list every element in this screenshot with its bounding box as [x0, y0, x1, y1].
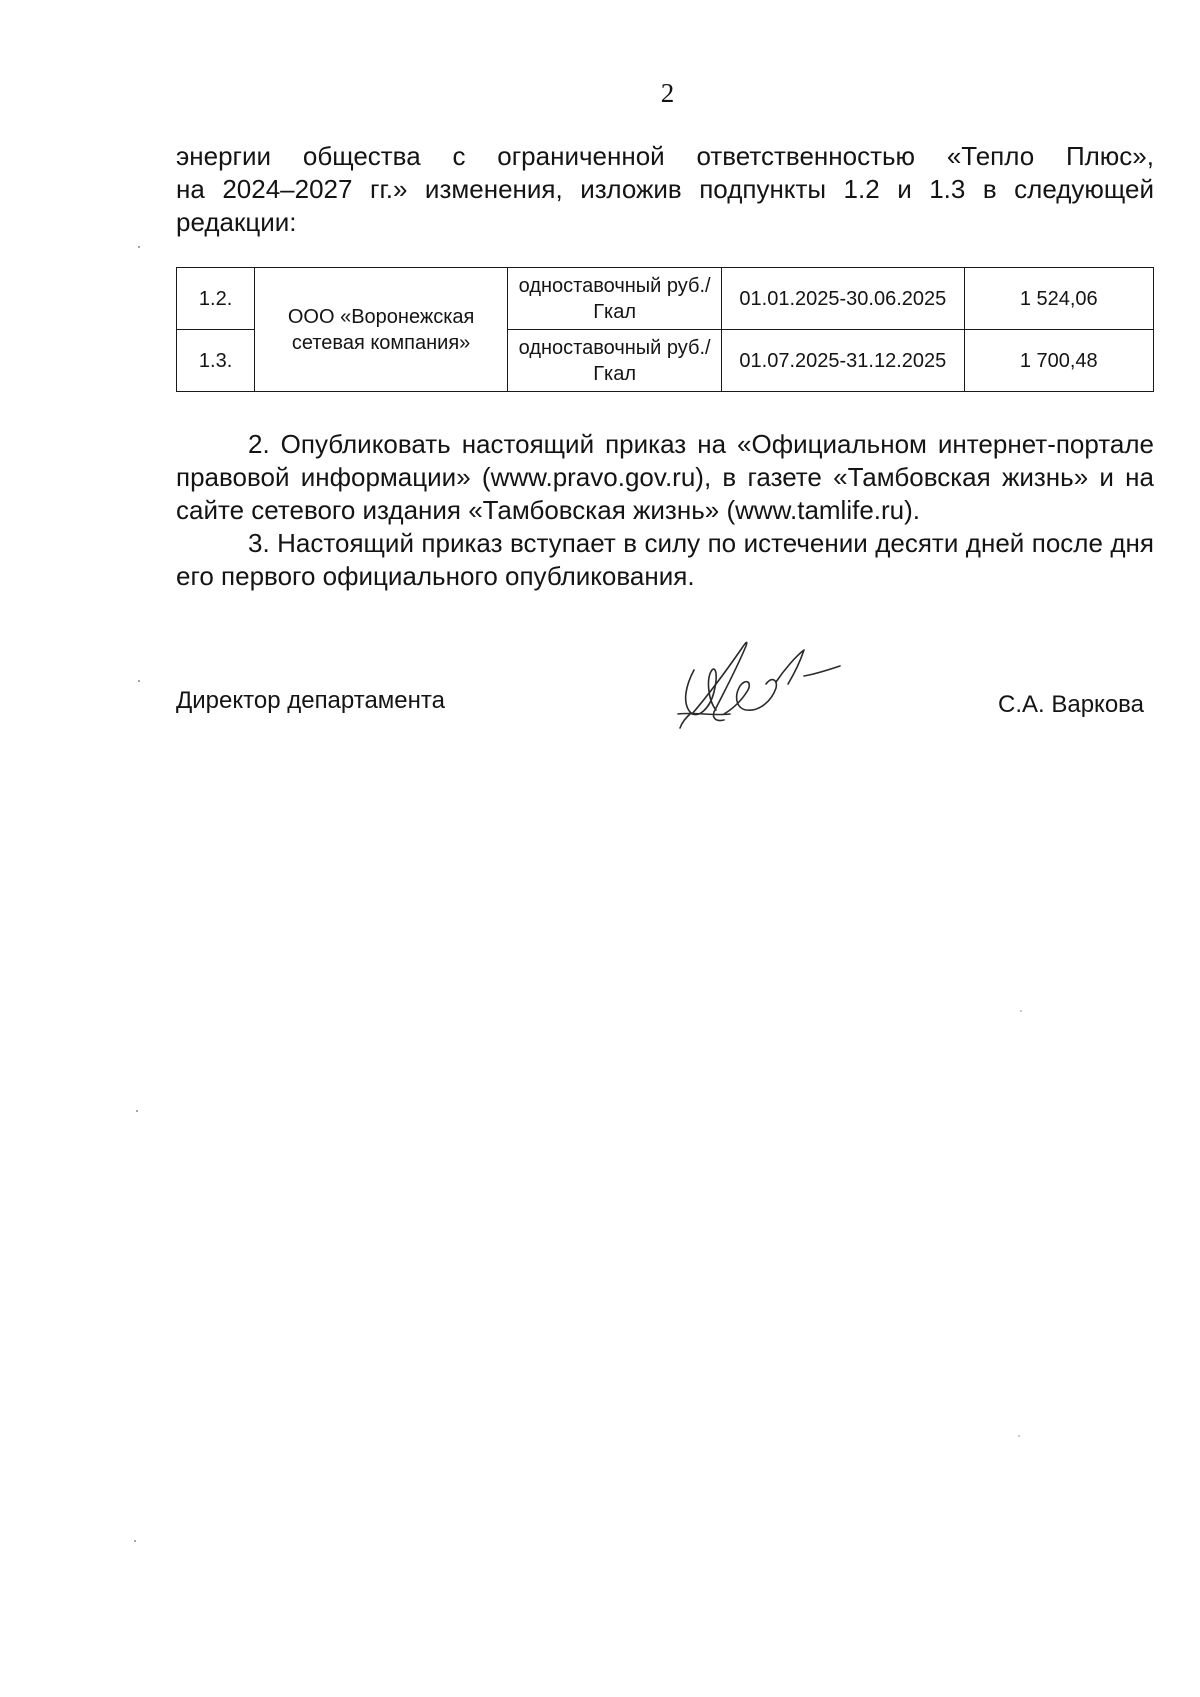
tariff-type: одноставочный руб./Гкал: [508, 330, 722, 392]
tariff-period: 01.07.2025-31.12.2025: [722, 330, 964, 392]
intro-paragraph: [176, 140, 1154, 239]
tariff-period: 01.01.2025-30.06.2025: [722, 268, 964, 330]
intro-line-1: энергии общества с ограниченной ответственностью «Тепло Плюс»,: [176, 141, 1154, 171]
scan-speck: [134, 1540, 136, 1542]
intro-line-3: редакции:: [176, 207, 297, 237]
tariff-value: 1 524,06: [964, 268, 1153, 330]
signature-block: [176, 630, 1154, 730]
row-number: 1.2.: [177, 268, 255, 330]
item-2-paragraph: 2. Опубликовать настоящий приказ на «Официальном интернет-портале правовой информации» (www.pravo.gov.ru), в газете «Тамбовская жизнь» и на сайте сетевого издания «Тамбовская жизнь» (www.tamlife.ru).: [176, 429, 1154, 525]
handwritten-signature: [664, 630, 874, 730]
tariff-type: одноставочный руб./Гкал: [508, 268, 722, 330]
scan-speck: [138, 680, 140, 682]
signatory-title: Директор департамента: [176, 687, 445, 714]
intro-line-2: на 2024–2027 гг.» изменения, изложив подпункты 1.2 и 1.3 в следующей: [176, 174, 1154, 204]
scan-speck: [138, 246, 140, 248]
tariff-value: 1 700,48: [964, 330, 1153, 392]
organization-cell: ООО «Воронежская сетевая компания»: [255, 268, 508, 392]
page-number: 2: [660, 78, 675, 108]
item-3-paragraph: 3. Настоящий приказ вступает в силу по истечении десяти дней после дня его первого официального опубликования.: [176, 528, 1154, 591]
scan-speck: [136, 1110, 138, 1112]
scan-speck: [1018, 1435, 1020, 1437]
scan-speck: [1020, 1010, 1022, 1012]
tariff-table: [176, 267, 1154, 392]
row-number: 1.3.: [177, 330, 255, 392]
signatory-name: С.А. Варкова: [998, 691, 1144, 718]
table-row: [177, 268, 1154, 330]
